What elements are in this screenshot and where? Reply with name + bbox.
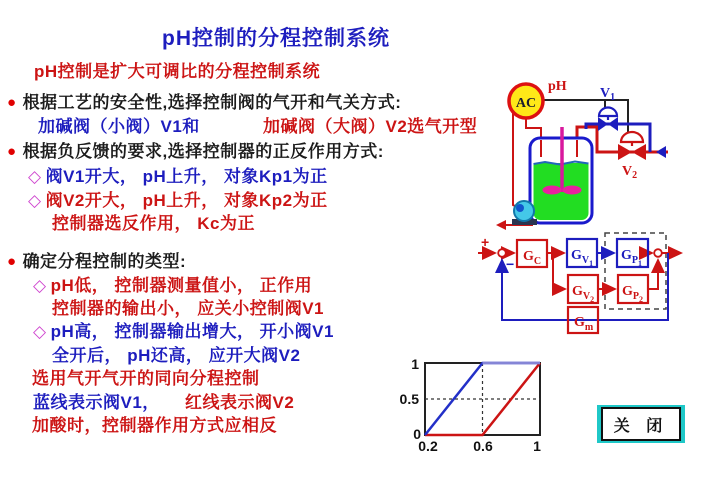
bullet-icon: ● <box>7 94 17 111</box>
same-direction-note: 选用气开气开的同向分程控制 <box>32 369 260 388</box>
valve-v2-choice: 加碱阀（大阀）V2选气开型 <box>263 117 478 136</box>
diamond-icon: ◇ <box>33 276 47 295</box>
red-line-legend: 红线表示阀V2 <box>185 393 295 412</box>
feed-arrow <box>656 146 666 158</box>
v1-label: $V_1$ <box>600 86 616 103</box>
valve-v2 <box>618 132 646 160</box>
bullet-icon: ● <box>7 143 17 160</box>
ac-label: AC <box>515 96 537 111</box>
block-diagram <box>470 228 702 342</box>
split-range-chart <box>390 350 550 457</box>
ph-high-note: 全开后， pH还高， 应开大阀V2 <box>52 346 301 365</box>
xtick-1: 1 <box>533 438 541 454</box>
minus-sign: − <box>506 256 515 272</box>
valve-v1-choice: 加碱阀（小阀）V1和 <box>38 117 200 136</box>
summing-junction-right <box>654 249 662 257</box>
ph-label: pH <box>548 79 567 94</box>
diamond-ph-low: ◇ pH低， 控制器测量值小， 正作用 <box>33 276 313 295</box>
diamond-v1-gain: ◇ 阀V1开大， pH上升， 对象Kp1为正 <box>28 167 328 186</box>
bullet-icon: ● <box>7 253 17 270</box>
summing-junction-left <box>498 249 506 257</box>
diamond-v2-gain: ◇ 阀V2开大， pH上升， 对象Kp2为正 <box>28 191 328 210</box>
diamond-ph-high: ◇ pH高， 控制器输出增大， 开小阀V1 <box>33 322 334 341</box>
diamond-icon: ◇ <box>28 167 42 186</box>
blue-line-legend: 蓝线表示阀V1， <box>33 393 160 412</box>
ytick-0: 0 <box>413 426 421 442</box>
svg-text:Gm: $G_m$ <box>574 315 594 333</box>
ytick-1: 1 <box>411 356 419 372</box>
ytick-05: 0.5 <box>399 391 419 407</box>
tank <box>530 127 592 223</box>
block-gp2 <box>618 275 648 304</box>
ac-analyzer-controller <box>509 84 543 118</box>
diamond-icon: ◇ <box>33 322 47 341</box>
process-diagram <box>470 60 702 252</box>
diamond-icon: ◇ <box>28 191 42 210</box>
v2-label: $V_2$ <box>622 164 638 181</box>
subtitle: pH控制是扩大可调比的分程控制系统 <box>34 62 321 81</box>
svg-text:GV2: $G_{V2}$ <box>572 284 595 304</box>
svg-text:GP1: $G_{P1}$ <box>621 248 642 268</box>
ph-low-note: 控制器的输出小， 应关小控制阀V1 <box>52 299 325 318</box>
svg-text:GP2: $G_{P2}$ <box>622 284 643 304</box>
xtick-06: 0.6 <box>473 438 493 454</box>
block-gp1 <box>617 239 648 268</box>
block-gc <box>517 240 547 267</box>
page-title: pH控制的分程控制系统 <box>162 27 390 50</box>
bullet-feedback: ● 根据负反馈的要求,选择控制器的正反作用方式: <box>7 142 384 161</box>
xtick-02: 0.2 <box>418 438 438 454</box>
bullet-safety: ● 根据工艺的安全性,选择控制阀的气开和气关方式: <box>7 93 402 112</box>
acid-note: 加酸时，控制器作用方式应相反 <box>32 416 277 435</box>
controller-action-note: 控制器选反作用， Kc为正 <box>52 214 255 233</box>
bullet-type: ● 确定分程控制的类型: <box>7 252 187 271</box>
block-gv2 <box>568 275 598 304</box>
valve-v1 <box>598 108 618 132</box>
svg-text:GC: $G_C$ <box>523 249 542 267</box>
plus-sign: + <box>481 234 490 250</box>
svg-text:GV1: $G_{V1}$ <box>571 248 594 268</box>
block-gv1 <box>567 239 597 268</box>
close-button[interactable] <box>597 405 685 443</box>
close-button-label: 关 闭 <box>601 407 681 441</box>
